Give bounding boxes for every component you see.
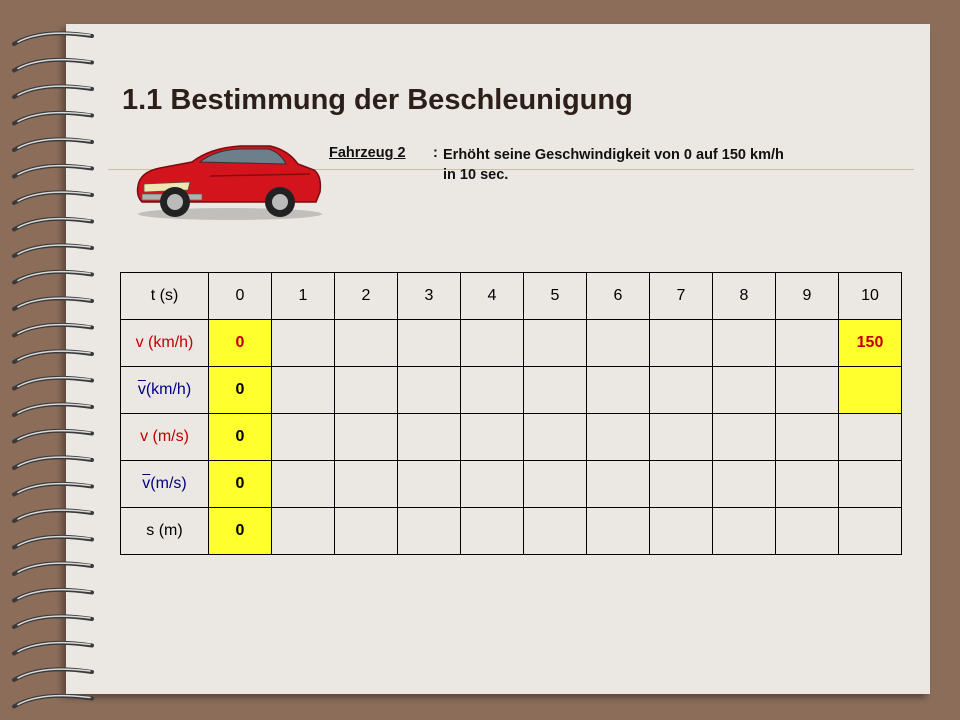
cell-vavg-kmh-10[interactable]	[839, 367, 902, 414]
cell-empty[interactable]	[398, 367, 461, 414]
cell-empty[interactable]	[713, 320, 776, 367]
v-bar-symbol: $\overline{v}$	[137, 381, 146, 398]
cell-vavg-kmh-0[interactable]: 0	[209, 367, 272, 414]
cell-v-kmh-10[interactable]: 150	[839, 320, 902, 367]
time-cell: 3	[398, 273, 461, 320]
cell-empty[interactable]	[524, 414, 587, 461]
time-cell: 9	[776, 273, 839, 320]
row-label-vavg-ms	[121, 461, 209, 508]
time-cell: 5	[524, 273, 587, 320]
time-cell: 6	[587, 273, 650, 320]
cell-empty[interactable]	[587, 461, 650, 508]
unit-text: (m/s)	[150, 475, 187, 492]
time-cell: 8	[713, 273, 776, 320]
row-label-vavg-kmh	[121, 367, 209, 414]
cell-empty[interactable]	[776, 461, 839, 508]
cell-empty[interactable]	[272, 508, 335, 555]
unit-text: (km/h)	[145, 381, 192, 398]
cell-empty[interactable]	[335, 367, 398, 414]
cell-empty[interactable]	[650, 414, 713, 461]
red-car-illustration	[130, 136, 325, 222]
cell-empty[interactable]	[650, 461, 713, 508]
cell-empty[interactable]	[461, 367, 524, 414]
spiral-binding	[0, 0, 110, 720]
cell-empty[interactable]	[587, 320, 650, 367]
cell-v-ms-0[interactable]: 0	[209, 414, 272, 461]
row-label-s-m: s (m)	[121, 508, 209, 555]
cell-empty[interactable]	[335, 320, 398, 367]
cell-empty[interactable]	[776, 414, 839, 461]
cell-empty[interactable]	[272, 320, 335, 367]
cell-v-kmh-0[interactable]: 0	[209, 320, 272, 367]
data-table	[120, 272, 902, 555]
cell-empty[interactable]	[461, 320, 524, 367]
cell-empty[interactable]	[272, 367, 335, 414]
cell-empty[interactable]	[398, 461, 461, 508]
cell-empty[interactable]	[587, 367, 650, 414]
cell-empty[interactable]	[713, 367, 776, 414]
cell-empty[interactable]	[524, 367, 587, 414]
cell-empty[interactable]	[524, 320, 587, 367]
v-bar-symbol: $\overline{v}$	[142, 475, 151, 492]
table-row-v-ms	[121, 414, 902, 461]
row-label-v-kmh: v (km/h)	[121, 320, 209, 367]
cell-empty[interactable]	[839, 508, 902, 555]
cell-empty[interactable]	[524, 461, 587, 508]
cell-empty[interactable]	[839, 461, 902, 508]
cell-empty[interactable]	[650, 320, 713, 367]
cell-empty[interactable]	[587, 508, 650, 555]
cell-empty[interactable]	[398, 320, 461, 367]
cell-empty[interactable]	[776, 367, 839, 414]
description-line-2: in 10 sec.	[443, 167, 509, 183]
time-cell: 4	[461, 273, 524, 320]
cell-empty[interactable]	[776, 508, 839, 555]
time-cell: 10	[839, 273, 902, 320]
cell-empty[interactable]	[398, 508, 461, 555]
cell-empty[interactable]	[335, 461, 398, 508]
cell-empty[interactable]	[650, 508, 713, 555]
cell-s-m-0[interactable]: 0	[209, 508, 272, 555]
cell-empty[interactable]	[713, 414, 776, 461]
cell-empty[interactable]	[461, 508, 524, 555]
cell-empty[interactable]	[713, 461, 776, 508]
vehicle-description	[443, 145, 883, 185]
cell-empty[interactable]	[398, 414, 461, 461]
table-row-vavg-kmh	[121, 367, 902, 414]
time-cell: 1	[272, 273, 335, 320]
time-cell: 7	[650, 273, 713, 320]
vehicle-colon: :	[433, 145, 438, 161]
time-cell: 0	[209, 273, 272, 320]
description-line-1: Erhöht seine Geschwindigkeit von 0 auf 150 km/h	[443, 147, 784, 163]
cell-empty[interactable]	[461, 414, 524, 461]
cell-empty[interactable]	[272, 414, 335, 461]
cell-empty[interactable]	[335, 414, 398, 461]
cell-empty[interactable]	[776, 320, 839, 367]
cell-empty[interactable]	[524, 508, 587, 555]
cell-empty[interactable]	[839, 414, 902, 461]
row-label-v-ms: v (m/s)	[121, 414, 209, 461]
vehicle-label: Fahrzeug 2	[329, 145, 406, 161]
table-row-vavg-ms	[121, 461, 902, 508]
table-row-s-m	[121, 508, 902, 555]
cell-empty[interactable]	[713, 508, 776, 555]
table-row-time	[121, 273, 902, 320]
page-title: 1.1 Bestimmung der Beschleunigung	[122, 84, 633, 116]
cell-empty[interactable]	[587, 414, 650, 461]
row-label-time: t (s)	[121, 273, 209, 320]
cell-empty[interactable]	[650, 367, 713, 414]
cell-empty[interactable]	[272, 461, 335, 508]
cell-empty[interactable]	[461, 461, 524, 508]
time-cell: 2	[335, 273, 398, 320]
cell-vavg-ms-0[interactable]: 0	[209, 461, 272, 508]
table-row-v-kmh	[121, 320, 902, 367]
cell-empty[interactable]	[335, 508, 398, 555]
